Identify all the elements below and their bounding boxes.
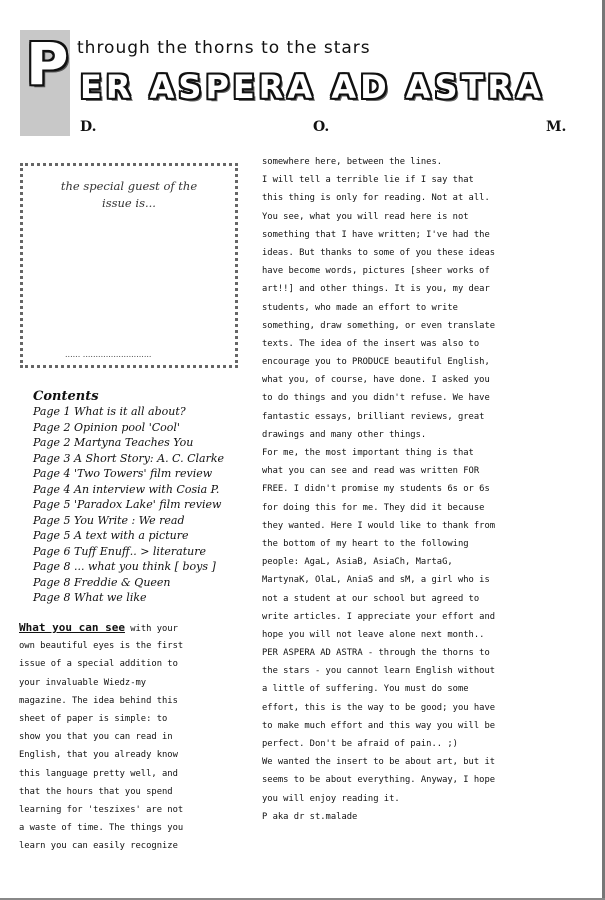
contents-title: Contents (33, 389, 99, 404)
text-line: English, that you already know (19, 750, 178, 761)
text-line: sheet of paper is simple: to (19, 713, 168, 724)
contents-item: Page 4 An interview with Cosia P. (33, 482, 220, 496)
text-line: they wanted. Here I would like to thank from (262, 520, 496, 531)
text-line: a waste of time. The things you (19, 823, 184, 834)
text-line: what you can see and read was written FOR (262, 466, 480, 477)
contents-item: Page 8 Freddie & Queen (33, 575, 171, 589)
text-line: learn you can easily recognize (19, 841, 178, 852)
text-line: MartynaK, OlaL, AniaS and sM, a girl who is (262, 575, 490, 586)
special-guest-caption: the special guest of the issue is... (60, 179, 198, 210)
text-line: seems to be about everything. Anyway, I hope (262, 775, 496, 786)
text-line: encourage you to PRODUCE beautiful English, (262, 357, 490, 368)
text-line: perfect. Don't be afraid of pain.. ;) (262, 739, 458, 749)
text-line: something that I have written; I've had the (262, 229, 490, 240)
text-line: this language pretty well, and (19, 768, 178, 779)
text-line: people: AgaL, AsiaB, AsiaCh, MartaG, (262, 557, 453, 568)
contents-item: Page 6 Tuff Enuff.. > literature (33, 544, 206, 558)
masthead-tagline: through the thorns to the stars (77, 38, 371, 58)
contents-list (33, 404, 224, 606)
text-line: that the hours that you spend (19, 786, 173, 797)
article-heading: What you can see (19, 621, 125, 634)
right-column-text (262, 153, 589, 826)
text-line: write articles. I appreciate your effort and (262, 611, 496, 622)
initial-d: D. (80, 119, 97, 135)
contents-item: Page 3 A Short Story: A. C. Clarke (33, 451, 225, 465)
text-line: have become words, pictures [sheer works of (262, 266, 490, 277)
contents-item: Page 5 'Paradox Lake' film review (33, 498, 222, 511)
text-line: hope you will not leave alone next month.. (262, 629, 485, 640)
special-guest-box (20, 163, 238, 368)
text-line: the bottom of my heart to the following (262, 538, 469, 549)
text-line: not a student at our school but agreed to (262, 593, 480, 604)
text-line: to do things and you didn't refuse. We have (262, 393, 490, 404)
text-line: to make much effort and this way you will be (262, 720, 496, 731)
text-line: magazine. The idea behind this (19, 695, 178, 706)
left-column-text (19, 619, 240, 855)
text-line: issue of a special addition to (19, 659, 178, 670)
text-line: We wanted the insert to be about art, but it (262, 757, 496, 768)
text-line: a little of suffering. You must do some (262, 684, 469, 695)
special-guest-dots: ...... ........................... (65, 350, 152, 359)
text-line: You see, what you will read here is not (262, 211, 469, 222)
text-line: somewhere here, between the lines. (262, 157, 443, 167)
text-line: learning for 'teszixes' are not (19, 804, 184, 815)
text-line: I will tell a terrible lie if I say that (262, 175, 474, 186)
text-line: art!!] and other things. It is you, my dear (262, 284, 490, 295)
text-line: something, draw something, or even translate (262, 320, 496, 331)
text-line: own beautiful eyes is the first (19, 641, 184, 652)
text-line: P aka dr st.malade (262, 811, 358, 822)
text-line: FREE. I didn't promise my students 6s or 6s (262, 484, 490, 495)
contents-item: Page 8 ... what you think [ boys ] (33, 560, 216, 573)
text-line: drawings and many other things. (262, 429, 427, 440)
contents-item: Page 2 Martyna Teaches You (33, 436, 194, 449)
contents-item: Page 2 Opinion pool 'Cool' (33, 420, 180, 434)
text-line (19, 619, 240, 637)
initial-o: O. (313, 119, 330, 135)
contents-item: Page 5 A text with a picture (33, 529, 189, 542)
text-line: fantastic essays, brilliant reviews, great (262, 411, 485, 422)
text-line: For me, the most important thing is that (262, 448, 474, 458)
text-line: texts. The idea of the insert was also to (262, 338, 480, 349)
text-line: effort, this is the way to be good; you have (262, 702, 496, 713)
contents-item: Page 4 'Two Towers' film review (33, 467, 213, 480)
text-line: for doing this for me. They did it because (262, 502, 485, 513)
text-line-fragment: with your (124, 624, 178, 634)
masthead-big-letter: P (26, 30, 69, 98)
contents-item: Page 8 What we like (33, 591, 147, 604)
text-line: students, who made an effort to write (262, 302, 458, 313)
text-line: show you that you can read in (19, 732, 173, 743)
masthead-title: ER ASPERA AD ASTRA (80, 68, 545, 106)
text-line: PER ASPERA AD ASTRA - through the thorns to (262, 648, 490, 659)
text-line: this thing is only for reading. Not at all. (262, 193, 490, 204)
contents-item: Page 5 You Write : We read (33, 513, 185, 527)
contents-item: Page 1 What is it all about? (33, 405, 186, 418)
text-line: ideas. But thanks to some of you these ideas (262, 247, 496, 258)
text-line: the stars - you cannot learn English without (262, 666, 496, 677)
text-line: your invaluable Wiedz-my (19, 677, 147, 688)
text-line: you will enjoy reading it. (262, 793, 400, 804)
initial-m: M. (546, 119, 567, 135)
text-line: what you, of course, have done. I asked you (262, 375, 490, 386)
